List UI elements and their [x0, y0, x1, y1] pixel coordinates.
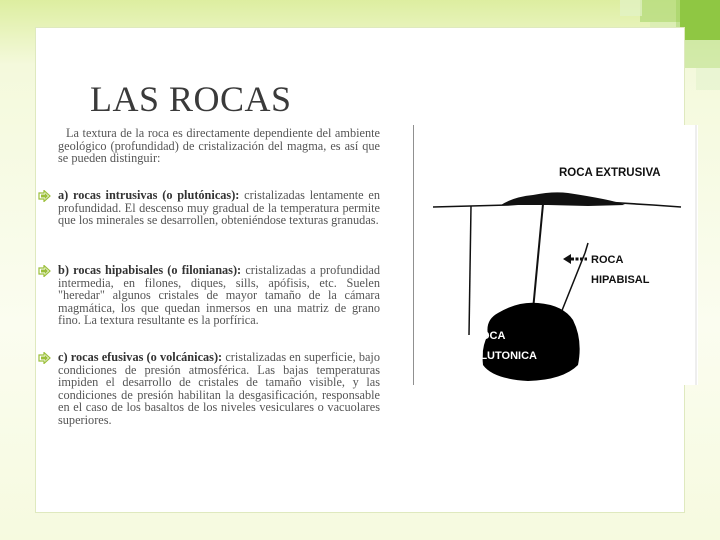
arrow-bullet-icon: [38, 190, 52, 202]
bullet-body: cristalizadas lentamente en profundidad. El descenso muy gradual de la temperatura permite que los minerales se desarrollen, obteniéndose texturas granudas.: [58, 188, 380, 228]
bullet-label: b) rocas hipabisales (o filonianas):: [58, 263, 242, 277]
slide-title: LAS ROCAS: [90, 79, 292, 119]
bullet-label: c) rocas efusivas (o volcánicas):: [58, 350, 223, 364]
bullet-text: [58, 351, 380, 427]
bullet-item-efusivas: [38, 351, 380, 427]
bullet-body: cristalizadas a profundidad intermedia, en filones, diques, sills, apófisis, etc. Suelen "heredar" algunos cristales de mayor tamaño de la cámara magmática, los que quedan inmersos en una matriz de grano fino. La textura resultante es la porfírica.: [58, 263, 380, 328]
rock-formation-diagram: [413, 125, 698, 385]
bullet-item-hipabisales: [38, 264, 380, 327]
intro-paragraph: La textura de la roca es directamente dependiente del ambiente geológico (profundidad) de cristalización del magma, es así que se pueden distinguir:: [58, 126, 380, 166]
arrow-bullet-icon: [38, 352, 52, 364]
label-roca-plutonica-1: ROCA: [473, 330, 506, 342]
bullet-body: cristalizadas en superficie, bajo condiciones de presión atmosférica. Las bajas temperaturas impiden el desarrollo de cristales de tamaño visible, y las condiciones de presión habilitan la desgasificación, responsable en el caso de los basaltos de los niveles vesiculares o vacuolares superiores.: [58, 350, 380, 427]
bullet-item-intrusivas: [38, 189, 380, 227]
label-roca-extrusiva: ROCA EXTRUSIVA: [559, 167, 661, 179]
bullet-text: [58, 264, 380, 327]
arrow-bullet-icon: [38, 265, 52, 277]
label-roca-plutonica-2: PLUTONICA: [473, 350, 537, 362]
label-roca-hipabisal-1: ROCA: [591, 254, 624, 266]
label-roca-hipabisal-2: HIPABISAL: [591, 274, 650, 286]
bullet-label: a) rocas intrusivas (o plutónicas):: [58, 188, 240, 202]
bullet-text: [58, 189, 380, 227]
